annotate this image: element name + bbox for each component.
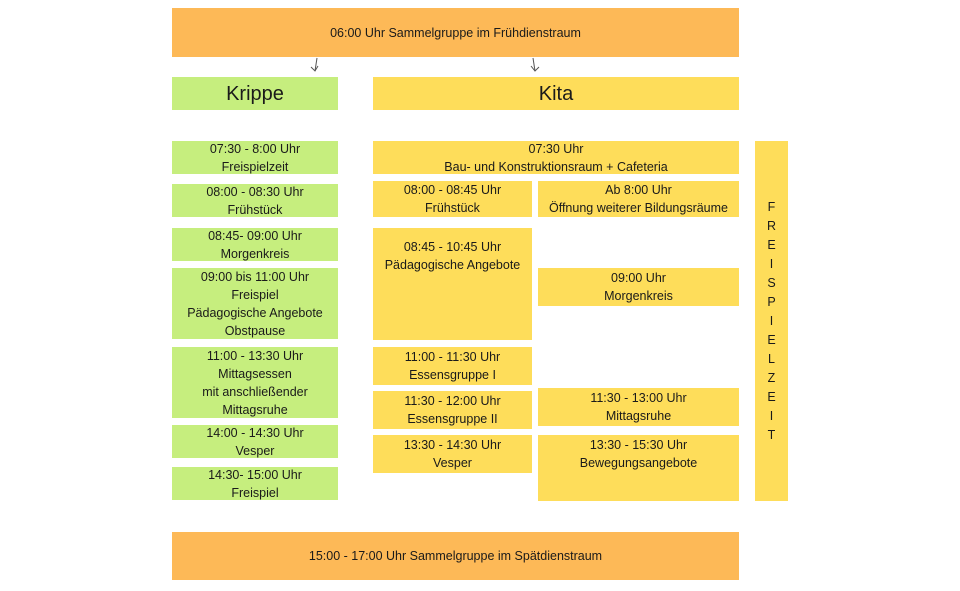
block-time: 07:30 - 8:00 Uhr [209, 141, 301, 156]
block-activity: Pädagogische Angebote [384, 258, 521, 272]
block-activity: Bau- und Konstruktionsraum + Cafeteria [444, 159, 668, 174]
freispielzeit-letter: R [766, 218, 777, 233]
block-activity: Vesper [235, 443, 275, 458]
krippe-block-2 [172, 184, 338, 217]
morning-collection-group-text: 06:00 Uhr Sammelgruppe im Frühdienstraum [330, 25, 581, 40]
block-time: 09:00 Uhr [611, 271, 666, 285]
morning-collection-group-bar [172, 8, 739, 57]
block-time: 08:45- 09:00 Uhr [208, 228, 302, 243]
block-time: 11:30 - 13:00 Uhr [590, 391, 687, 405]
block-activity: Freispiel [231, 287, 279, 302]
evening-collection-group-text: 15:00 - 17:00 Uhr Sammelgruppe im Spätdienstraum [308, 549, 603, 563]
block-activity: Frühstück [425, 201, 480, 215]
block-activity: Morgenkreis [604, 289, 673, 303]
freispielzeit-letter: S [767, 275, 776, 290]
block-activity: Öffnung weiterer Bildungsräume [548, 201, 729, 215]
freispielzeit-letter: I [769, 408, 774, 423]
block-activity: Freispiel [231, 485, 279, 500]
block-time: 11:00 - 11:30 Uhr [404, 350, 501, 364]
kita-heading-box [373, 77, 739, 110]
block-activity: Mittagsruhe [222, 402, 288, 417]
freispielzeit-letter: T [767, 427, 776, 442]
kita-left-block-2 [373, 228, 532, 340]
kita-right-block-1 [538, 181, 739, 217]
kita-left-block-5 [373, 435, 532, 473]
freispielzeit-letter: I [769, 256, 774, 271]
kita-right-block-4 [538, 435, 739, 501]
block-activity: Obstpause [224, 323, 286, 338]
block-time: 08:00 - 08:45 Uhr [403, 183, 502, 197]
freispielzeit-letter: I [769, 313, 774, 328]
arrow-down-krippe-icon [308, 58, 322, 74]
block-time: 08:00 - 08:30 Uhr [206, 184, 304, 199]
krippe-block-4 [172, 268, 338, 339]
krippe-heading-box [172, 77, 338, 110]
krippe-block-6 [172, 425, 338, 458]
block-time: 11:00 - 13:30 Uhr [206, 348, 304, 363]
evening-collection-group-bar [172, 532, 739, 580]
freispielzeit-letter: P [767, 294, 776, 309]
freispielzeit-vertical-bar [755, 141, 788, 501]
krippe-block-5 [172, 347, 338, 418]
block-time: Ab 8:00 Uhr [605, 183, 672, 197]
freispielzeit-letter: F [767, 199, 776, 214]
block-activity: Frühstück [227, 202, 283, 217]
block-activity: Mittagsruhe [605, 409, 672, 423]
kita-right-block-3 [538, 388, 739, 426]
block-activity: Pädagogische Angebote [187, 305, 323, 320]
krippe-block-7 [172, 467, 338, 500]
freispielzeit-letters [767, 198, 776, 445]
block-activity: mit anschließender [202, 384, 308, 399]
freispielzeit-letter: E [767, 237, 776, 252]
freispielzeit-letter: E [767, 389, 776, 404]
freispielzeit-letter: L [768, 351, 775, 366]
block-time: 08:45 - 10:45 Uhr [403, 240, 502, 254]
krippe-heading: Krippe [226, 82, 284, 105]
block-activity: Bewegungsangebote [579, 456, 698, 470]
kita-left-block-4 [373, 391, 532, 429]
freispielzeit-letter: Z [767, 370, 776, 385]
kita-left-block-1 [373, 181, 532, 217]
block-time: 09:00 bis 11:00 Uhr [200, 269, 310, 284]
block-time: 13:30 - 15:30 Uhr [589, 438, 688, 452]
block-activity: Mittagsessen [218, 366, 292, 381]
arrow-down-kita-icon [528, 58, 542, 74]
freispielzeit-letter: E [767, 332, 776, 347]
block-time: 13:30 - 14:30 Uhr [403, 438, 502, 452]
block-activity: Freispielzeit [221, 159, 289, 174]
block-activity: Vesper [433, 456, 472, 470]
block-time: 14:30- 15:00 Uhr [208, 467, 302, 482]
block-activity: Essensgruppe I [409, 368, 496, 382]
kita-heading: Kita [538, 82, 574, 105]
block-time: 11:30 - 12:00 Uhr [404, 394, 501, 408]
kita-right-block-2 [538, 268, 739, 306]
kita-top-block [373, 141, 739, 174]
block-time: 07:30 Uhr [528, 141, 584, 156]
kita-left-block-3 [373, 347, 532, 385]
block-time: 14:00 - 14:30 Uhr [206, 425, 304, 440]
krippe-block-1 [172, 141, 338, 174]
block-activity: Essensgruppe II [407, 412, 498, 426]
krippe-block-3 [172, 228, 338, 261]
block-activity: Morgenkreis [220, 246, 290, 261]
